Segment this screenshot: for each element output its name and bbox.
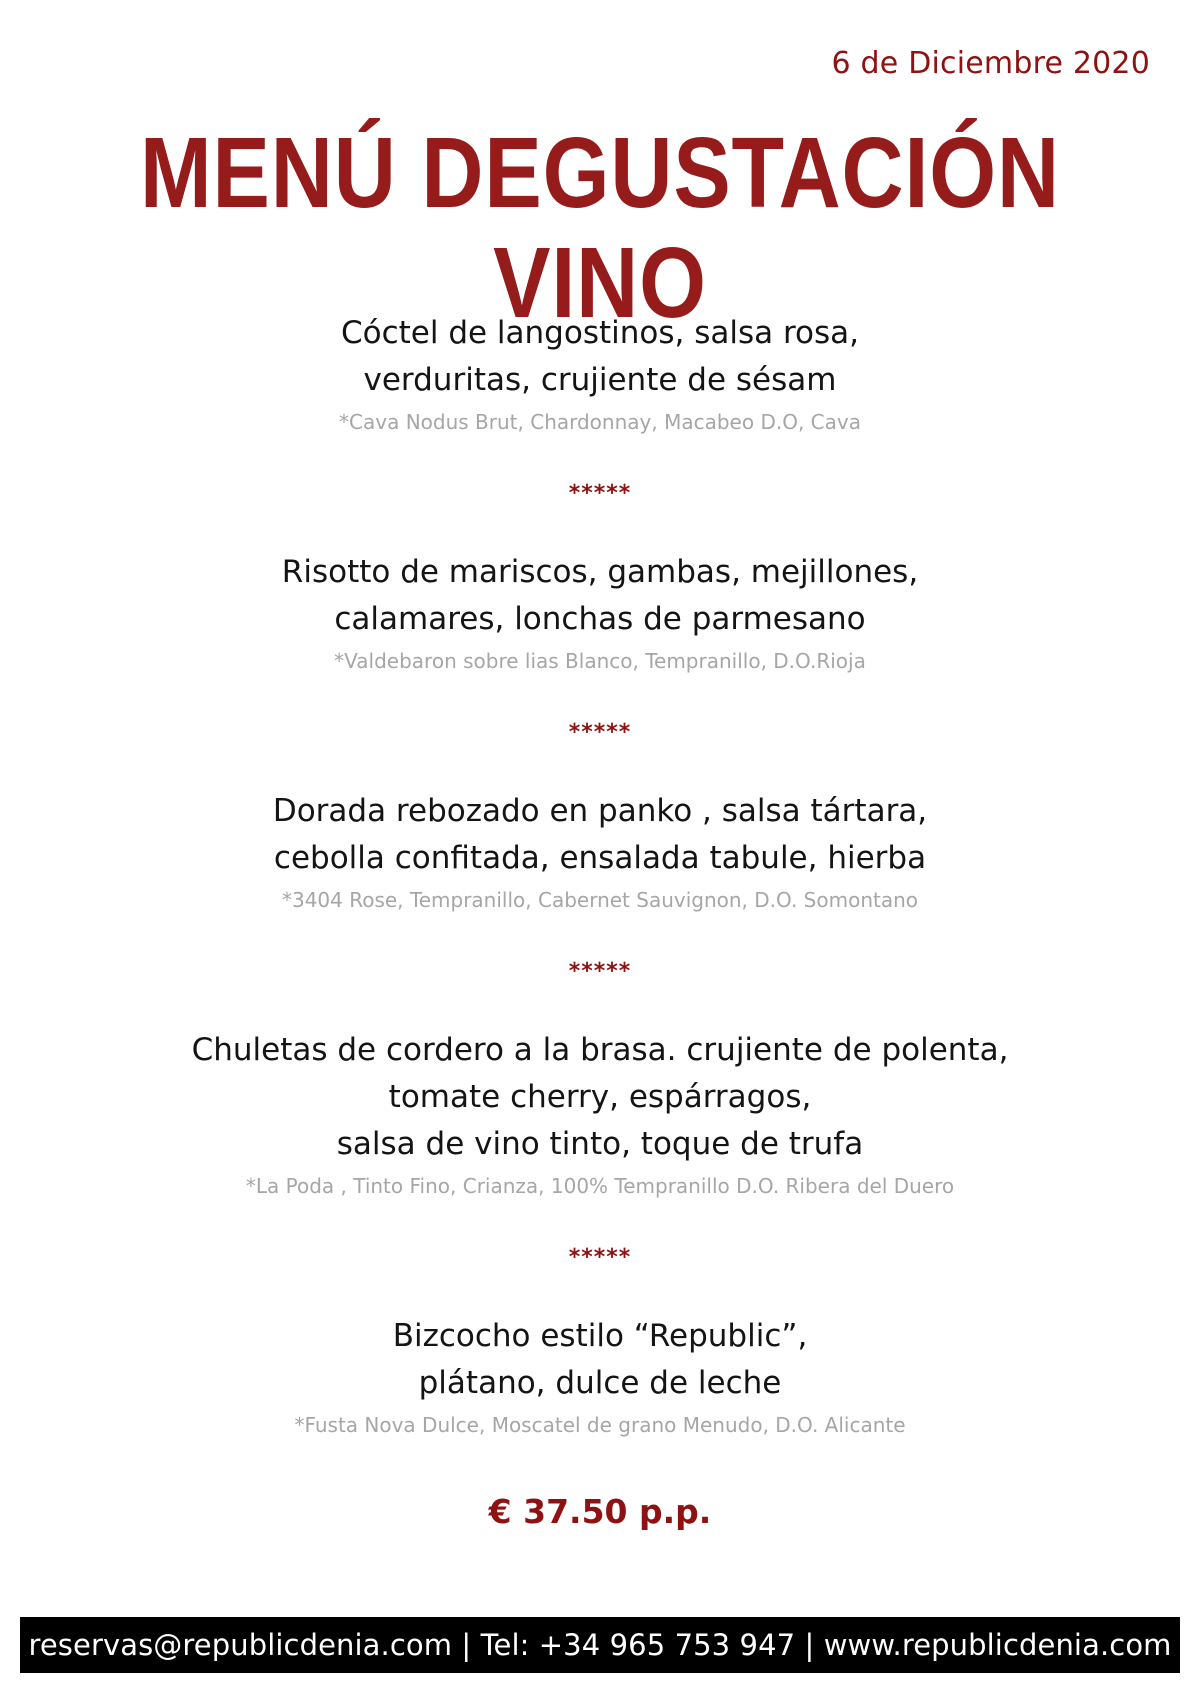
course-3 [0,788,1200,915]
dish-line: cebolla confitada, ensalada tabule, hierba [273,840,927,876]
dish-line: Chuletas de cordero a la brasa. crujiente de polenta, [191,1032,1009,1068]
course-4 [0,1027,1200,1201]
dish-line: calamares, lonchas de parmesano [334,601,866,637]
wine-pairing: *3404 Rose, Tempranillo, Cabernet Sauvignon, D.O. Somontano [281,888,919,912]
course-5 [0,1313,1200,1440]
dish-line: Dorada rebozado en panko , salsa tártara, [272,793,928,829]
dish-line: tomate cherry, espárragos, [388,1079,812,1115]
dish-line: Cóctel de langostinos, salsa rosa, [340,315,860,351]
dish-line: Bizcocho estilo “Republic”, [392,1318,808,1354]
menu-price: € 37.50 p.p. [488,1492,712,1531]
course-separator: ***** [568,481,632,506]
wine-pairing: *Valdebaron sobre lias Blanco, Tempranillo, D.O.Rioja [334,649,866,673]
menu-date: 6 de Diciembre 2020 [831,46,1150,81]
dish-line: verduritas, crujiente de sésam [363,362,837,398]
dish-line: Risotto de mariscos, gambas, mejillones, [281,554,919,590]
wine-pairing: *Fusta Nova Dulce, Moscatel de grano Menudo, D.O. Alicante [294,1413,906,1437]
dish-line: plátano, dulce de leche [418,1365,782,1401]
course-separator: ***** [568,720,632,745]
dish-line: salsa de vino tinto, toque de trufa [336,1126,864,1162]
course-list [0,310,1200,1440]
contact-footer [20,1617,1180,1673]
course-separator: ***** [568,1245,632,1270]
course-1 [0,310,1200,437]
course-2 [0,549,1200,676]
wine-pairing: *Cava Nodus Brut, Chardonnay, Macabeo D.O, Cava [339,410,861,434]
course-separator: ***** [568,959,632,984]
wine-pairing: *La Poda , Tinto Fino, Crianza, 100% Tempranillo D.O. Ribera del Duero [245,1174,955,1198]
menu-title: MENÚ DEGUSTACIÓN VINO [140,117,1060,339]
contact-footer-text: reservas@republicdenia.com | Tel: +34 965 753 947 | www.republicdenia.com [28,1628,1172,1662]
